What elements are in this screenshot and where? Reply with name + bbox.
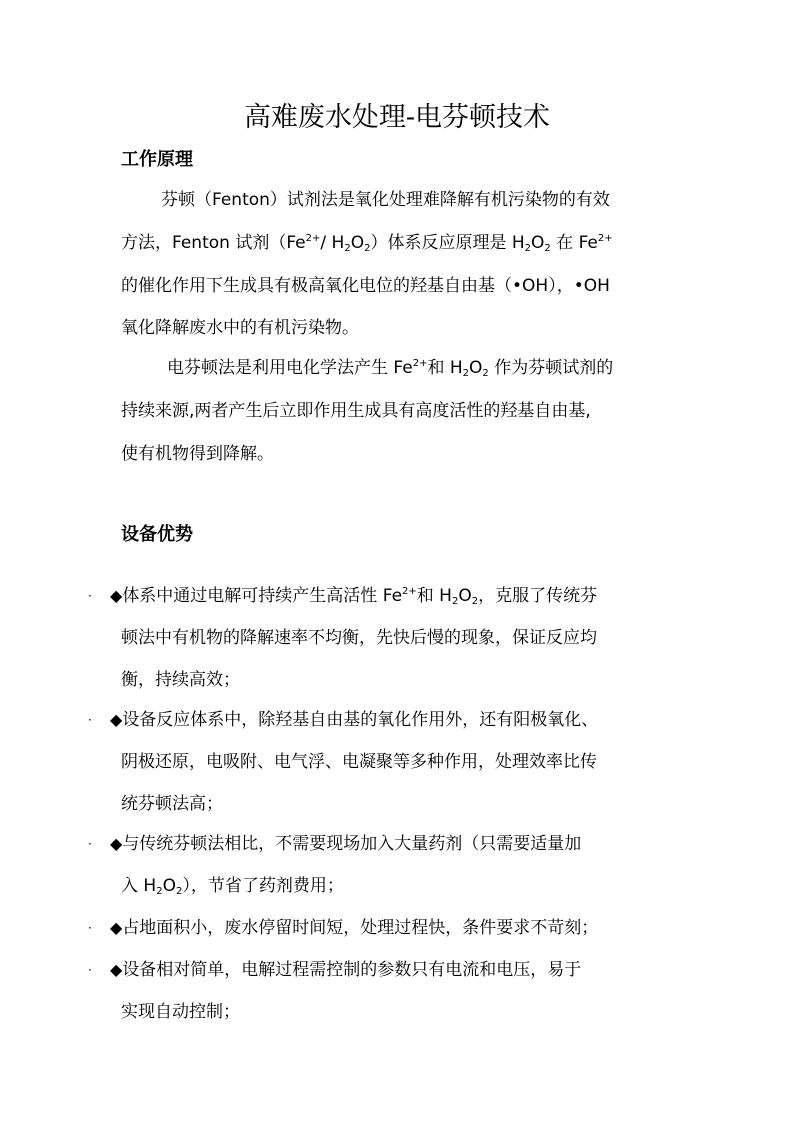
text-line: 电芬顿法是利用电化学法产生 $Fe^{2+}$和 $H_2O_2$ 作为芬顿试剂的: [167, 358, 614, 379]
text-line: 阴极还原，电吸附、电气浮、电凝聚等多种作用，处理效率比传: [121, 752, 597, 772]
text-line: 芬顿（Fenton）试剂法是氧化处理难降解有机污染物的有效: [161, 190, 610, 210]
text-line: 顿法中有机物的降解速率不均衡，先快后慢的现象，保证反应均: [121, 628, 597, 648]
bullet-dot: ·: [88, 921, 92, 935]
diamond-icon: ◆: [110, 960, 123, 979]
diamond-icon: ◆: [110, 710, 123, 729]
text-line: 衡，持续高效；: [121, 670, 240, 690]
bullet-dot: ·: [88, 589, 92, 603]
text-line: 入 $H_2O_2$），节省了药剂费用；: [121, 876, 344, 897]
text-line: 的催化作用下生成具有极高氧化电位的羟基自由基（•OH），•OH: [121, 276, 610, 296]
text-line: 氧化降解废水中的有机污染物。: [121, 318, 359, 338]
text-line: ◆与传统芬顿法相比，不需要现场加入大量药剂（只需要适量加: [110, 834, 582, 854]
text-line: 方法，Fenton 试剂（$Fe^{2+}/$ $H_2O_2$）体系反应原理是 $H_2O_2$ 在 $Fe^{2+}$: [121, 233, 613, 254]
section-heading-advantages: 设备优势: [121, 524, 193, 545]
text-line: 持续来源,两者产生后立即作用生成具有高度活性的羟基自由基,: [121, 401, 591, 421]
text-line: 实现自动控制；: [121, 1002, 240, 1022]
bullet-dot: ·: [88, 837, 92, 851]
document-title: 高难废水处理-电芬顿技术: [243, 102, 551, 133]
bullet-dot: ·: [88, 713, 92, 727]
text-line: 统芬顿法高；: [121, 794, 223, 814]
bullet-dot: ·: [88, 963, 92, 977]
text-line: ◆设备相对简单，电解过程需控制的参数只有电流和电压，易于: [110, 960, 582, 980]
text-line: ◆占地面积小，废水停留时间短，处理过程快，条件要求不苛刻；: [110, 918, 599, 938]
diamond-icon: ◆: [110, 586, 123, 605]
text-line: ◆体系中通过电解可持续产生高活性 $Fe^{2+}$和 $H_2O_2$，克服了传统芬: [110, 586, 598, 607]
text-line: ◆设备反应体系中，除羟基自由基的氧化作用外，还有阳极氧化、: [110, 710, 599, 730]
section-heading-principle: 工作原理: [121, 149, 193, 170]
diamond-icon: ◆: [110, 918, 123, 937]
diamond-icon: ◆: [110, 834, 123, 853]
text-line: 使有机物得到降解。: [121, 444, 274, 464]
